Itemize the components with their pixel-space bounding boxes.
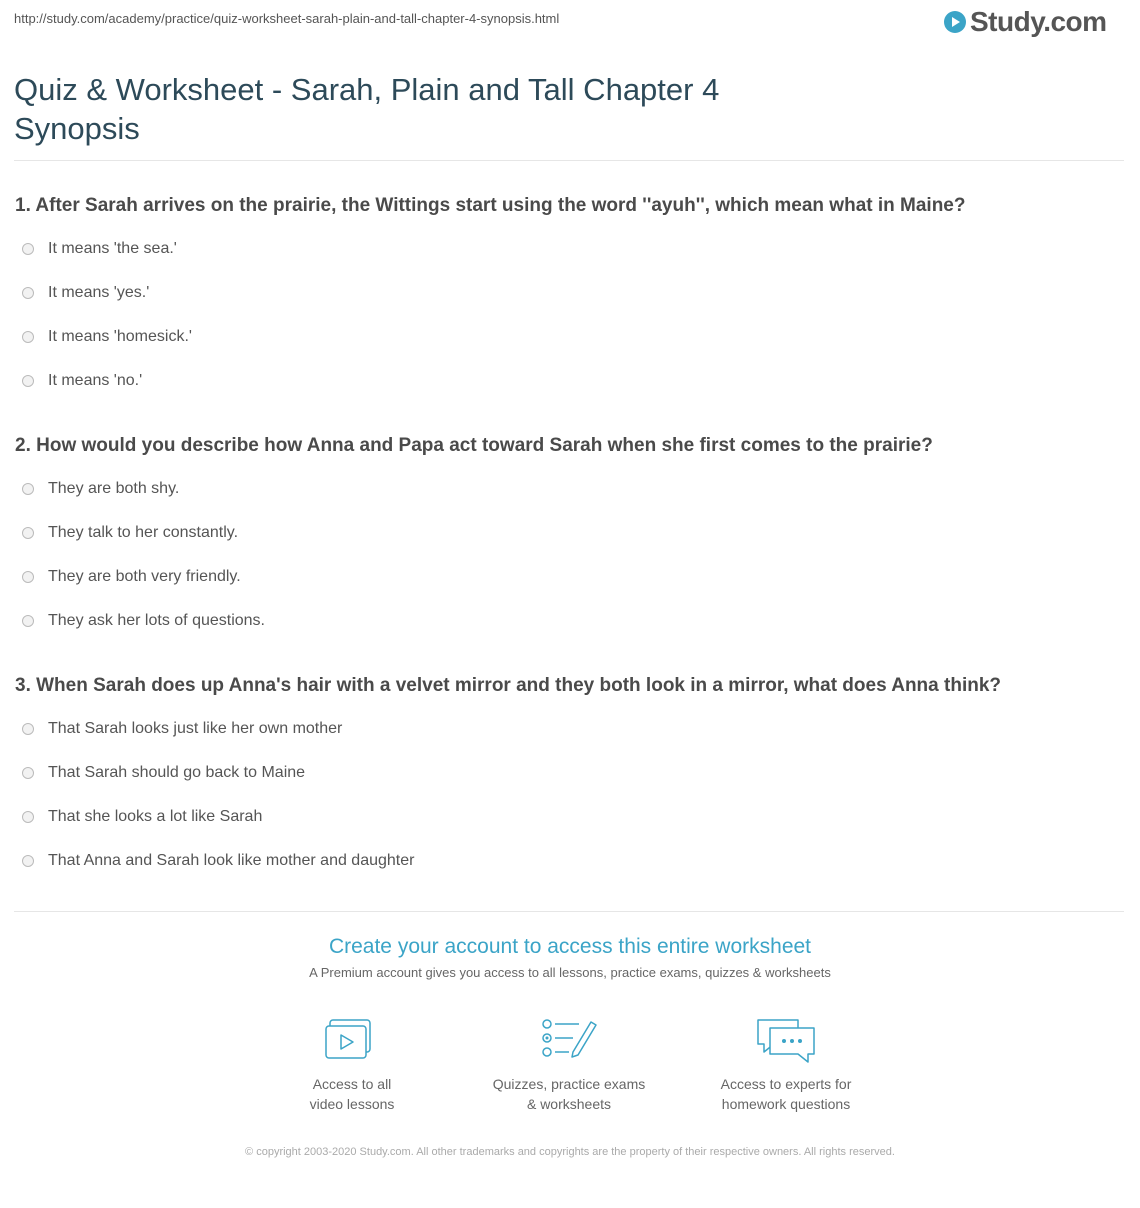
answer-option[interactable] bbox=[22, 610, 265, 632]
option-label: That Sarah looks just like her own mother bbox=[48, 720, 343, 737]
option-label: They ask her lots of questions. bbox=[48, 612, 265, 629]
cta-divider bbox=[14, 911, 1124, 912]
question-text: 2. How would you describe how Anna and Papa act toward Sarah when she first comes to the prairie? bbox=[15, 435, 933, 456]
option-label: It means 'no.' bbox=[48, 372, 143, 389]
option-label: That Sarah should go back to Maine bbox=[48, 764, 306, 781]
radio-button-icon[interactable] bbox=[22, 855, 34, 867]
option-label: It means 'yes.' bbox=[48, 284, 150, 301]
option-label: They are both very friendly. bbox=[48, 568, 241, 585]
radio-button-icon[interactable] bbox=[22, 723, 34, 735]
answer-option[interactable] bbox=[22, 850, 414, 872]
video-lessons-icon bbox=[322, 1016, 382, 1064]
radio-button-icon[interactable] bbox=[22, 375, 34, 387]
title-divider bbox=[14, 160, 1124, 161]
feature-label: Access to all video lessons bbox=[309, 1076, 395, 1112]
answer-option[interactable] bbox=[22, 718, 342, 740]
answer-option[interactable] bbox=[22, 238, 177, 260]
play-logo-icon bbox=[944, 11, 966, 33]
radio-button-icon[interactable] bbox=[22, 811, 34, 823]
option-label: It means 'homesick.' bbox=[48, 328, 192, 345]
answer-option[interactable] bbox=[22, 522, 238, 544]
feature-experts bbox=[696, 1016, 876, 1114]
cta-subtitle: A Premium account gives you access to all lessons, practice exams, quizzes & worksheets bbox=[309, 965, 831, 980]
feature-quizzes bbox=[479, 1016, 659, 1114]
create-account-link[interactable]: Create your account to access this entire worksheet bbox=[328, 935, 812, 958]
study-logo[interactable] bbox=[944, 6, 1107, 38]
answer-option[interactable] bbox=[22, 762, 305, 784]
question-text: 1. After Sarah arrives on the prairie, the Wittings start using the word ''ayuh'', which mean what in Maine? bbox=[15, 195, 966, 216]
answer-option[interactable] bbox=[22, 282, 149, 304]
experts-chat-icon bbox=[754, 1016, 818, 1064]
page-title: Quiz & Worksheet - Sarah, Plain and Tall Chapter 4 Synopsis bbox=[14, 72, 720, 146]
radio-button-icon[interactable] bbox=[22, 571, 34, 583]
feature-label: Quizzes, practice exams & worksheets bbox=[492, 1076, 646, 1112]
feature-label: Access to experts for homework questions bbox=[720, 1076, 852, 1112]
option-label: It means 'the sea.' bbox=[48, 240, 177, 257]
page-url: http://study.com/academy/practice/quiz-worksheet-sarah-plain-and-tall-chapter-4-synopsis.html bbox=[14, 11, 560, 26]
answer-option[interactable] bbox=[22, 566, 241, 588]
option-label: That she looks a lot like Sarah bbox=[48, 808, 263, 825]
answer-option[interactable] bbox=[22, 478, 179, 500]
answer-option[interactable] bbox=[22, 806, 262, 828]
answer-option[interactable] bbox=[22, 326, 192, 348]
radio-button-icon[interactable] bbox=[22, 287, 34, 299]
radio-button-icon[interactable] bbox=[22, 527, 34, 539]
radio-button-icon[interactable] bbox=[22, 483, 34, 495]
feature-video-lessons bbox=[262, 1016, 442, 1114]
option-label: That Anna and Sarah look like mother and daughter bbox=[48, 852, 415, 869]
option-label: They talk to her constantly. bbox=[48, 524, 239, 541]
radio-button-icon[interactable] bbox=[22, 331, 34, 343]
radio-button-icon[interactable] bbox=[22, 767, 34, 779]
logo-text: Study.com bbox=[970, 6, 1107, 37]
quizzes-icon bbox=[539, 1016, 599, 1064]
copyright-footer: © copyright 2003-2020 Study.com. All other trademarks and copyrights are the property of their respective owners. All rights reserved. bbox=[245, 1146, 895, 1158]
option-label: They are both shy. bbox=[48, 480, 180, 497]
radio-button-icon[interactable] bbox=[22, 243, 34, 255]
question-text: 3. When Sarah does up Anna's hair with a velvet mirror and they both look in a mirror, what does Anna think? bbox=[15, 675, 1001, 696]
answer-option[interactable] bbox=[22, 370, 142, 392]
radio-button-icon[interactable] bbox=[22, 615, 34, 627]
